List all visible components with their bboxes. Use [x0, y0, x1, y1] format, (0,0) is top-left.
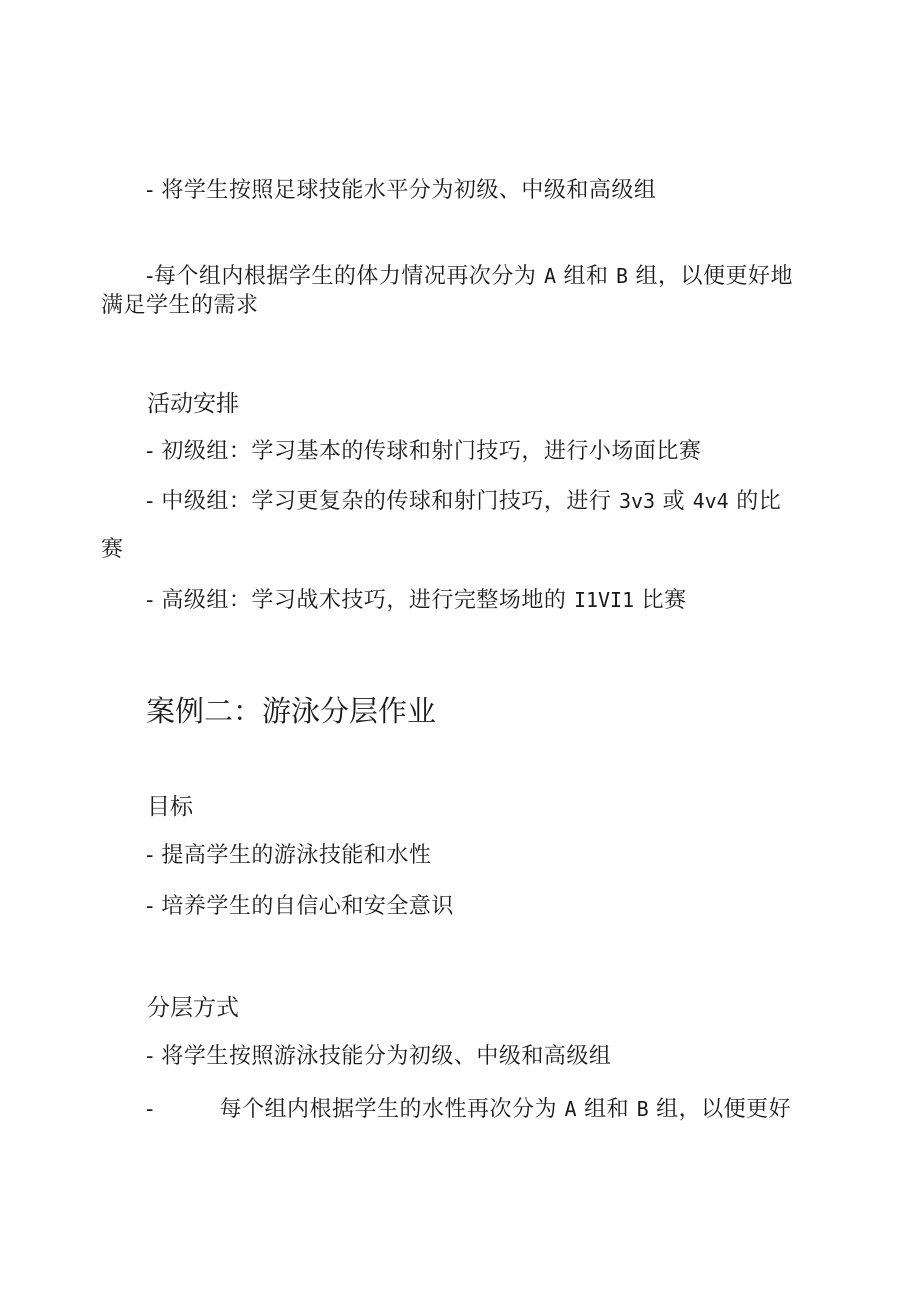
activities-heading-text: 活动安排: [147, 391, 239, 417]
swim-grouping-item-1: [0, 1042, 920, 1072]
goal-item-1: [0, 841, 920, 871]
swim-grouping-item-2-dash: -: [146, 1097, 154, 1122]
case-2-title: [0, 693, 920, 729]
swim-grouping-item-2: [0, 1094, 920, 1125]
soccer-grouping-item-2-text-wrap: 满足学生的需求: [101, 293, 259, 318]
activity-advanced-format: I1VI1: [573, 588, 635, 612]
swim-grouping-item-2-text-a: 每个组内根据学生的水性再次分为: [219, 1097, 558, 1122]
activity-intermediate-line-1: [0, 486, 920, 517]
activity-advanced: [0, 585, 920, 616]
group-b-label: B: [616, 264, 629, 288]
swim-grouping-heading: [0, 993, 920, 1023]
swim-group-a-label: A: [564, 1097, 577, 1121]
soccer-grouping-item-2-text-e: 组，以便更好地: [635, 264, 794, 289]
goal-item-2-text: - 培养学生的自信心和安全意识: [146, 894, 454, 919]
soccer-grouping-item-2-text-c: 组和: [563, 264, 609, 289]
goals-heading: [0, 792, 920, 822]
soccer-grouping-item-2-line-1: [0, 261, 920, 292]
goal-item-2: [0, 892, 920, 922]
activity-beginner-text: - 初级组：学习基本的传球和射门技巧，进行小场面比赛: [146, 439, 702, 464]
soccer-grouping-item-1: [0, 176, 920, 206]
activity-intermediate-text-c: 或: [662, 489, 686, 514]
activity-intermediate-text-e: 的比: [736, 489, 782, 514]
soccer-grouping-item-2-text-a: -每个组内根据学生的体力情况再次分为: [146, 264, 537, 289]
group-a-label: A: [543, 264, 556, 288]
activity-beginner: [0, 437, 920, 467]
activities-heading: [0, 389, 920, 419]
activity-intermediate-text-a: - 中级组：学习更复杂的传球和射门技巧，进行: [146, 489, 612, 514]
swim-grouping-item-2-text-c: 组和: [584, 1097, 630, 1122]
case-2-title-text: 案例二：游泳分层作业: [146, 694, 437, 728]
swim-group-b-label: B: [636, 1097, 649, 1121]
goal-item-1-text: - 提高学生的游泳技能和水性: [146, 843, 432, 868]
activity-advanced-text-c: 比赛: [641, 588, 687, 613]
activity-advanced-text-a: - 高级组：学习战术技巧，进行完整场地的: [146, 588, 567, 613]
swim-grouping-heading-text: 分层方式: [147, 995, 239, 1021]
soccer-grouping-item-2-line-2: [0, 291, 920, 321]
swim-grouping-item-1-text: - 将学生按照游泳技能分为初级、中级和高级组: [146, 1044, 612, 1069]
soccer-grouping-item-1-text: - 将学生按照足球技能水平分为初级、中级和高级组: [146, 178, 657, 203]
activity-intermediate-format-2: 4v4: [692, 489, 729, 513]
activity-intermediate-text-wrap: 赛: [101, 537, 124, 562]
activity-intermediate-format-1: 3v3: [618, 489, 656, 513]
swim-grouping-item-2-text-e: 组，以便更好: [656, 1097, 792, 1122]
activity-intermediate-line-2: [0, 535, 920, 565]
goals-heading-text: 目标: [147, 794, 193, 820]
